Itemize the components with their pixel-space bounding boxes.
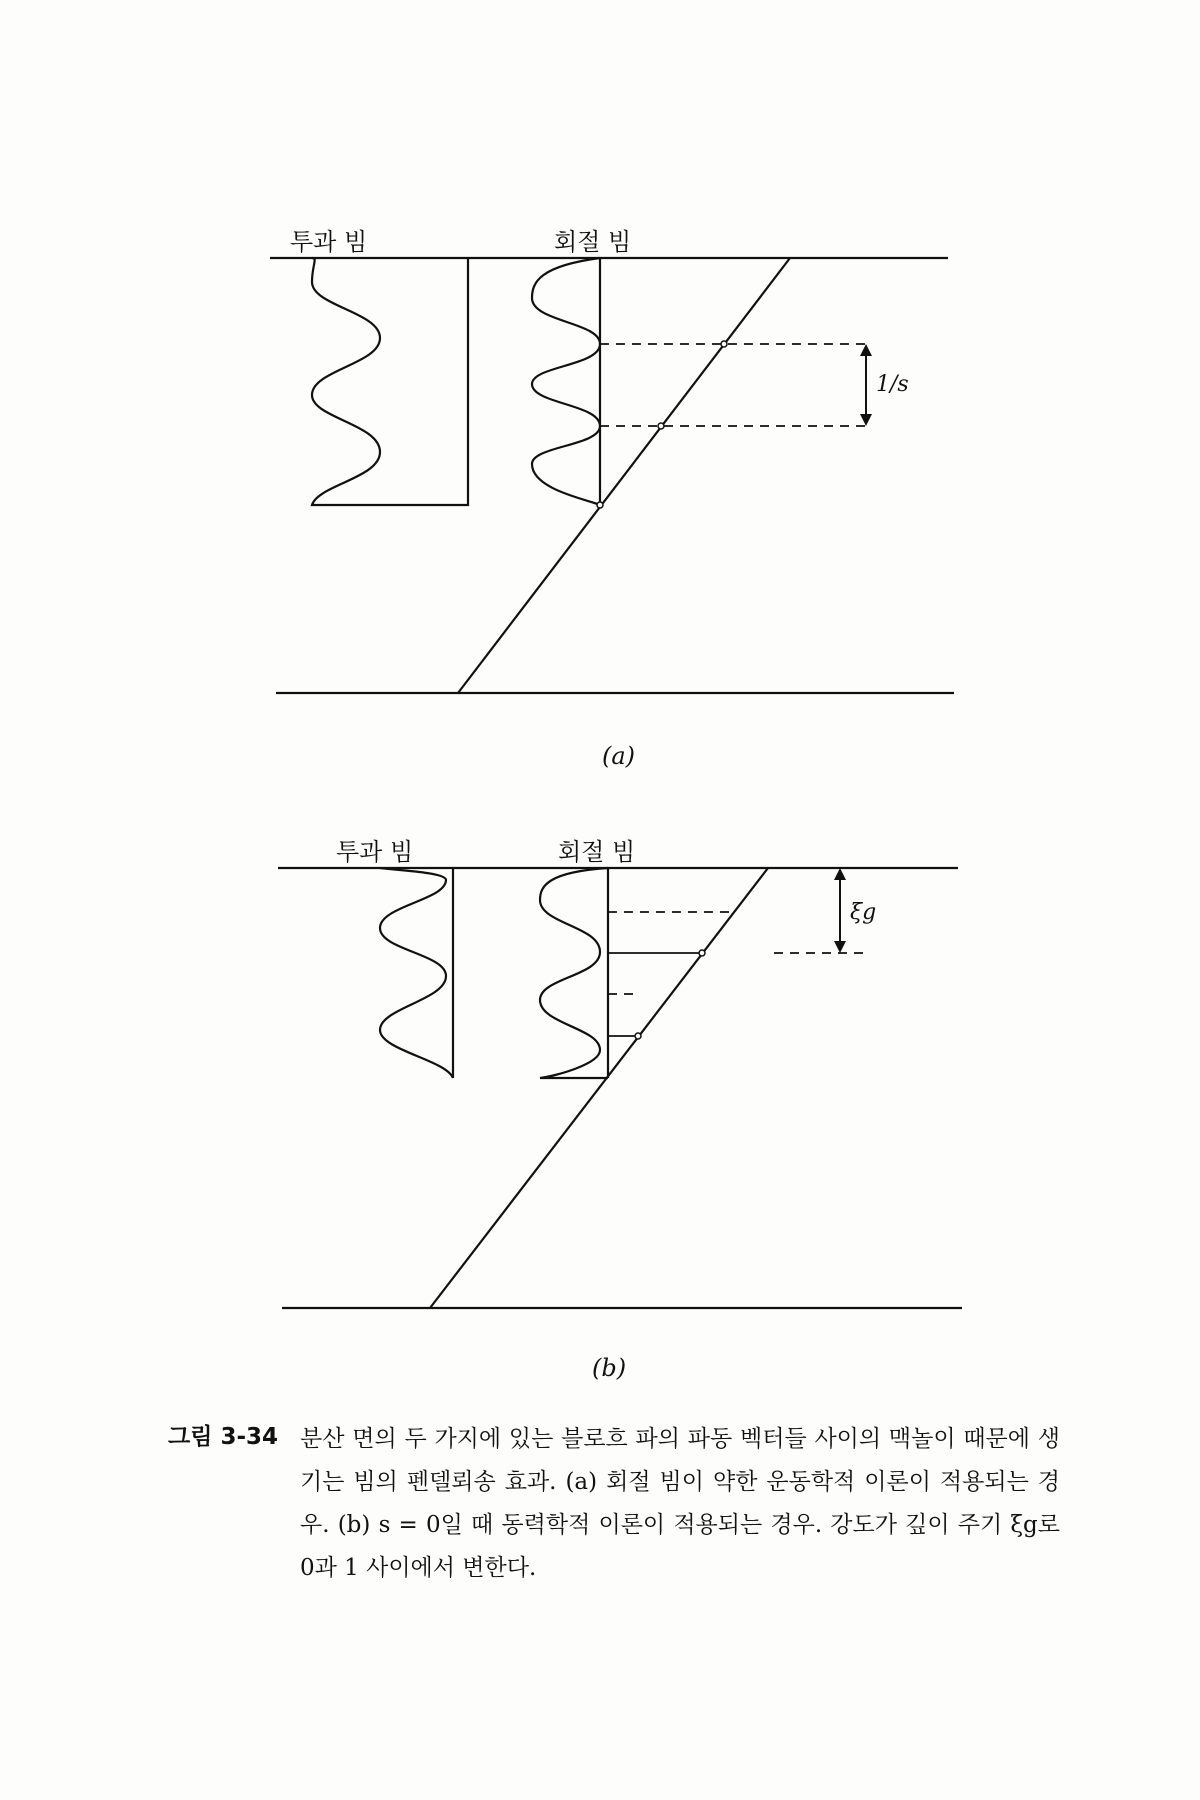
spacing-label-b: ξg	[850, 900, 877, 925]
diffracted-beam-label-b: 회절 빔	[558, 838, 636, 866]
diffracted-beam-label-a: 회절 빔	[554, 228, 632, 256]
figure-a-sublabel: (a)	[602, 742, 636, 770]
intersection-point	[597, 502, 603, 508]
figure-b	[278, 868, 962, 1308]
transmitted-beam-label-b: 투과 빔	[336, 838, 414, 866]
figure-a	[270, 258, 954, 693]
diffracted-beam-curve	[532, 258, 600, 505]
intersection-point	[635, 1033, 641, 1039]
caption-text: 분산 면의 두 가지에 있는 블로흐 파의 파동 벡터들 사이의 맥놀이 때문에 생기는 빔의 펜델뢰송 효과. (a) 회절 빔이 약한 운동학적 이론이 적용되는 경우. (b) s = 0일 때 동력학적 이론이 적용되는 경우. 강도가 깊이 주기 ξg로 0과 1 사이에서 변한다.	[300, 1426, 1060, 1581]
spacing-label-a: 1/s	[876, 372, 909, 397]
intersection-point	[699, 950, 705, 956]
reflection-line	[458, 258, 790, 693]
caption-label: 그림 3-34	[168, 1424, 278, 1450]
intersection-point	[658, 423, 664, 429]
transmitted-beam-curve	[312, 258, 468, 505]
figure-b-sublabel: (b)	[592, 1354, 627, 1382]
intersection-point	[721, 341, 727, 347]
diffracted-beam-curve	[540, 868, 608, 1078]
transmitted-beam-label-a: 투과 빔	[290, 228, 368, 256]
reflection-line	[430, 868, 768, 1308]
transmitted-beam-curve	[380, 868, 453, 1078]
